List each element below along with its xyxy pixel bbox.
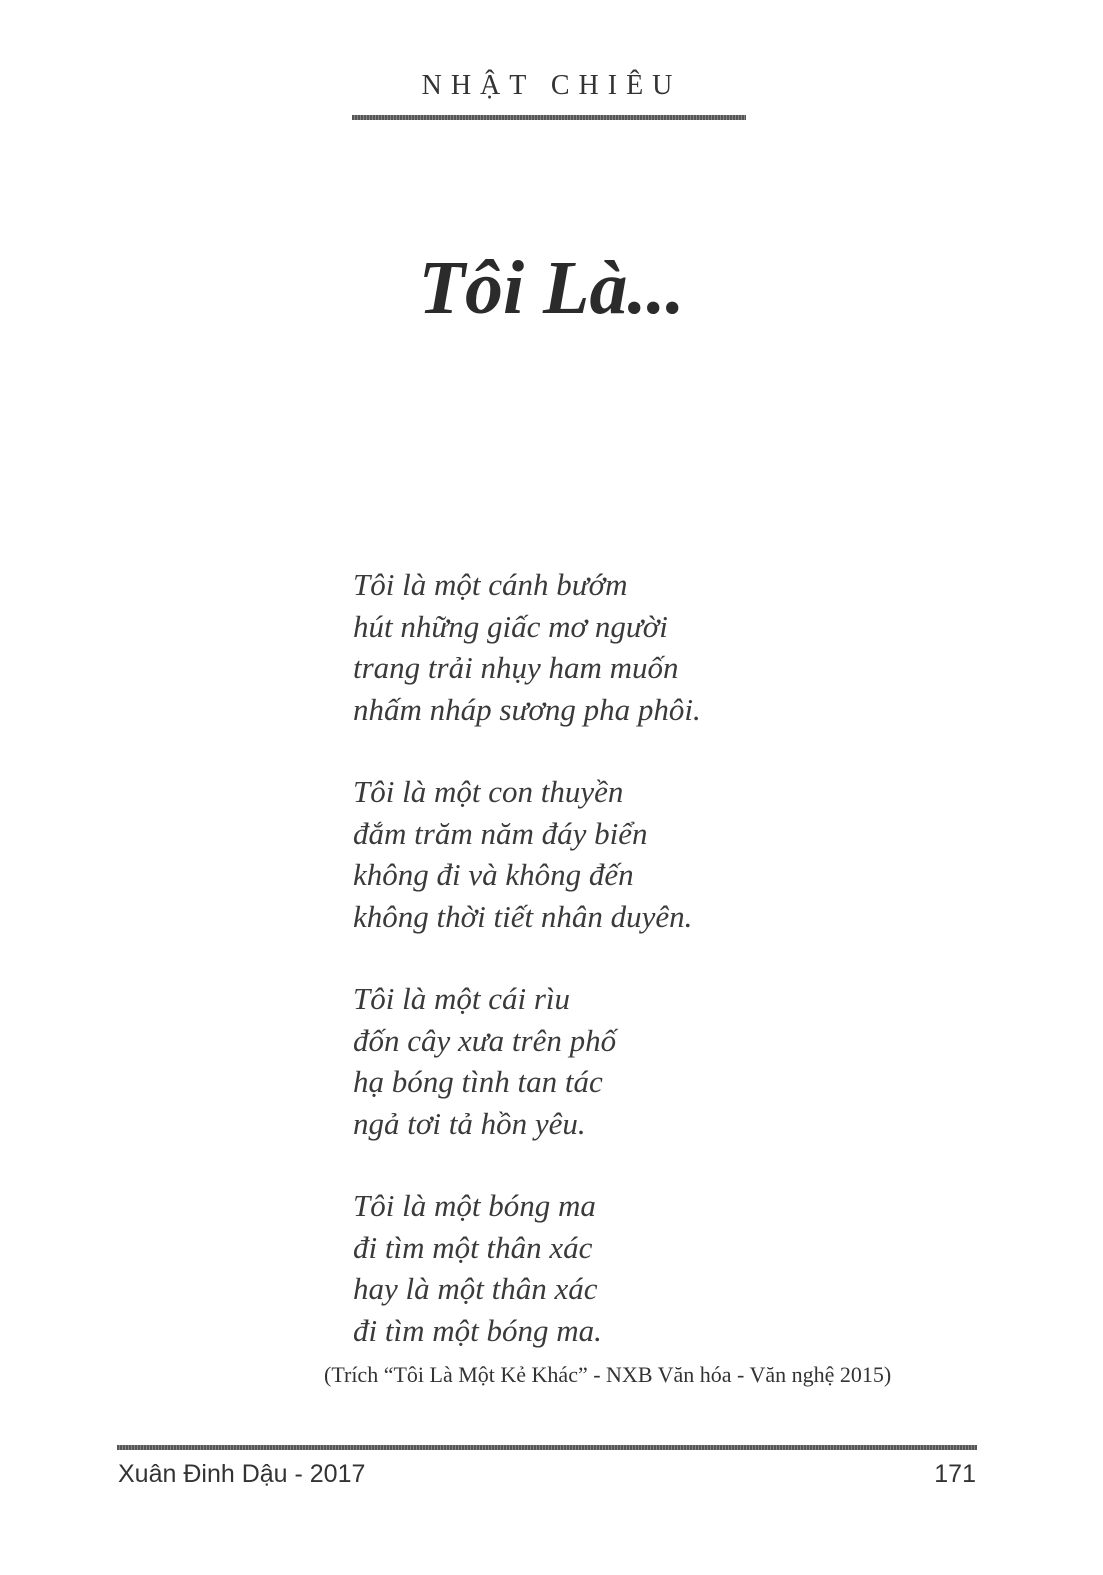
poem-body: [353, 564, 953, 1351]
publication-name: Xuân Đinh Dậu - 2017: [118, 1460, 366, 1488]
poem-line: đi tìm một bóng ma.: [353, 1312, 602, 1348]
poem-line: đốn cây xưa trên phố: [353, 1022, 617, 1058]
poem-line: ngả tơi tả hồn yêu.: [353, 1105, 586, 1141]
poem-line: nhấm nháp sương pha phôi.: [353, 691, 701, 727]
poem-line: hay là một thân xác: [353, 1271, 598, 1306]
poem-line: trang trải nhụy ham muốn: [353, 650, 679, 685]
poem-line: không đi và không đến: [353, 857, 634, 892]
stanza-2: [353, 771, 953, 937]
poem-line: Tôi là một cái rìu: [353, 981, 571, 1016]
poem-line: đắm trăm năm đáy biển: [353, 815, 648, 851]
stanza-3: [353, 978, 953, 1144]
poem-line: đi tìm một thân xác: [353, 1229, 593, 1265]
poem-line: Tôi là một cánh bướm: [353, 567, 628, 602]
stanza-1: [353, 564, 953, 730]
author-name: NHẬT CHIÊU: [421, 70, 682, 101]
stanza-4: [353, 1185, 953, 1351]
poem-line: Tôi là một con thuyền: [353, 774, 624, 809]
poem-line: hạ bóng tình tan tác: [353, 1064, 603, 1099]
source-citation: (Trích “Tôi Là Một Kẻ Khác” - NXB Văn hóa - Văn nghệ 2015): [324, 1362, 892, 1387]
footer-divider: [117, 1445, 977, 1450]
poem-line: Tôi là một bóng ma: [353, 1188, 596, 1223]
page-number: 171: [934, 1460, 976, 1488]
header-divider: [352, 115, 746, 120]
poem-title: Tôi Là...: [418, 246, 685, 330]
poem-line: không thời tiết nhân duyên.: [353, 898, 693, 934]
poem-line: hút những giấc mơ người: [353, 608, 668, 644]
